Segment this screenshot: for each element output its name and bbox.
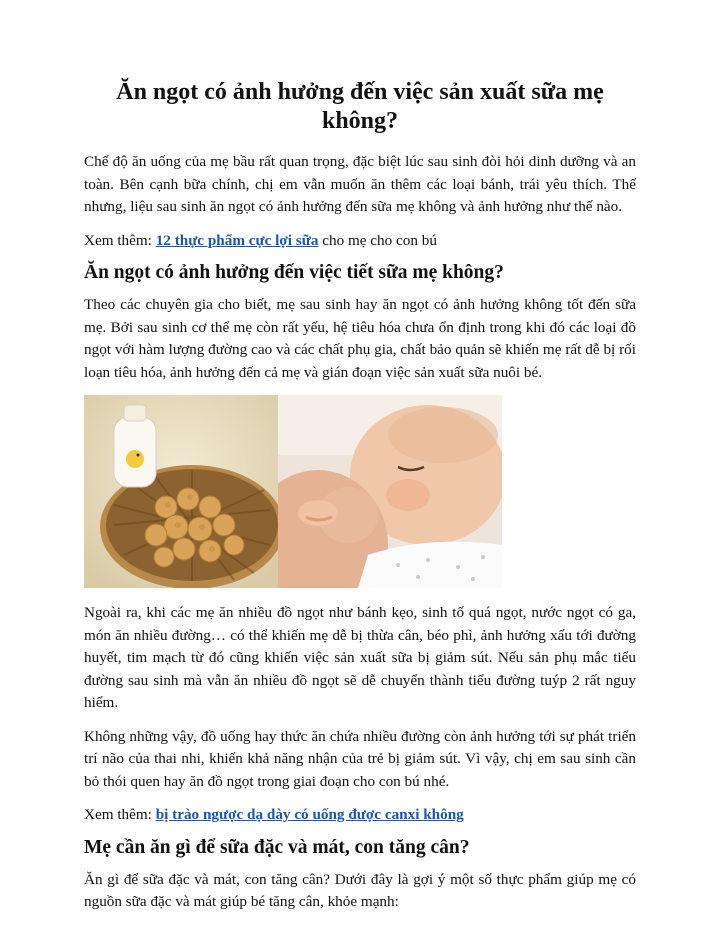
see-also-1-suffix: cho mẹ cho con bú (318, 231, 437, 249)
cookies-milk-photo (84, 395, 278, 588)
see-also-1-prefix: Xem thêm: (84, 231, 156, 249)
see-also-1 (84, 230, 636, 253)
article-title: Ăn ngọt có ảnh hưởng đến việc sản xuất sữa mẹ không? (116, 79, 604, 134)
article-body (84, 78, 636, 925)
breastfeeding-baby-photo (278, 395, 502, 588)
section-heading-1: Ăn ngọt có ảnh hưởng đến việc tiết sữa mẹ không? (84, 262, 504, 283)
article-image (84, 395, 502, 588)
see-also-2-link[interactable]: bị trào ngược dạ dày có uống được canxi không (155, 806, 464, 823)
section-heading-2: Mẹ cần ăn gì để sữa đặc và mát, con tăng cân? (84, 836, 470, 858)
intro-paragraph: Chế độ ăn uống của mẹ bầu rất quan trọng, đặc biệt lúc sau sinh đòi hỏi dinh dưỡng và an toàn. Bên cạnh bữa chính, chị em vẫn muốn ăn thêm các loại bánh, trái yêu thích. Thế nhưng, liệu sau sinh ăn ngọt có ảnh hưởng đến sữa mẹ không và ảnh hưởng như thế nào. (84, 153, 636, 215)
section-2-paragraph-1: Ăn gì để sữa đặc và mát, con tăng cân? Dưới đây là gợi ý một số thực phẩm giúp mẹ có nguồn sữa đặc và mát giúp bé tăng cân, khỏe mạnh: (84, 870, 636, 910)
see-also-2-prefix: Xem thêm: (84, 806, 156, 823)
section-1-paragraph-1: Theo các chuyên gia cho biết, mẹ sau sinh hay ăn ngọt có ảnh hưởng không tốt đến sữa mẹ. Bởi sau sinh cơ thể mẹ còn rất yếu, hệ tiêu hóa chưa ổn định trong khi đó các loại đồ ngọt với hàm lượng đường cao và các chất phụ gia, chất bảo quản sẽ khiến mẹ rất dễ bị rối loạn tiêu hóa, ảnh hưởng đến cả mẹ và gián đoạn việc sản xuất sữa nuôi bé. (84, 296, 636, 381)
see-also-2 (84, 804, 636, 827)
section-1-paragraph-2: Ngoài ra, khi các mẹ ăn nhiều đồ ngọt như bánh kẹo, sinh tố quá ngọt, nước ngọt có ga, món ăn nhiều đường… có thể khiến mẹ dễ bị thừa cân, béo phì, ảnh hưởng xấu tới đường huyết, tim mạch từ đó cũng khiến việc sản xuất sữa bị giảm sút. Nếu sản phụ mắc tiểu đường sau sinh mà vẫn ăn nhiều đồ ngọt sẽ dễ chuyển thành tiểu đường tuýp 2 rất nguy hiểm. (84, 604, 636, 711)
see-also-1-link[interactable]: 12 thực phẩm cực lợi sữa (155, 231, 319, 249)
section-1-paragraph-3: Không những vậy, đồ uống hay thức ăn chứa nhiều đường còn ảnh hưởng tới sự phát triển trí não của thai nhi, khiến khả năng nhận của trẻ bị giảm sút. Vì vậy, chị em sau sinh cần bỏ thói quen hay ăn đồ ngọt trong giai đoạn cho con bú nhé. (84, 727, 636, 790)
